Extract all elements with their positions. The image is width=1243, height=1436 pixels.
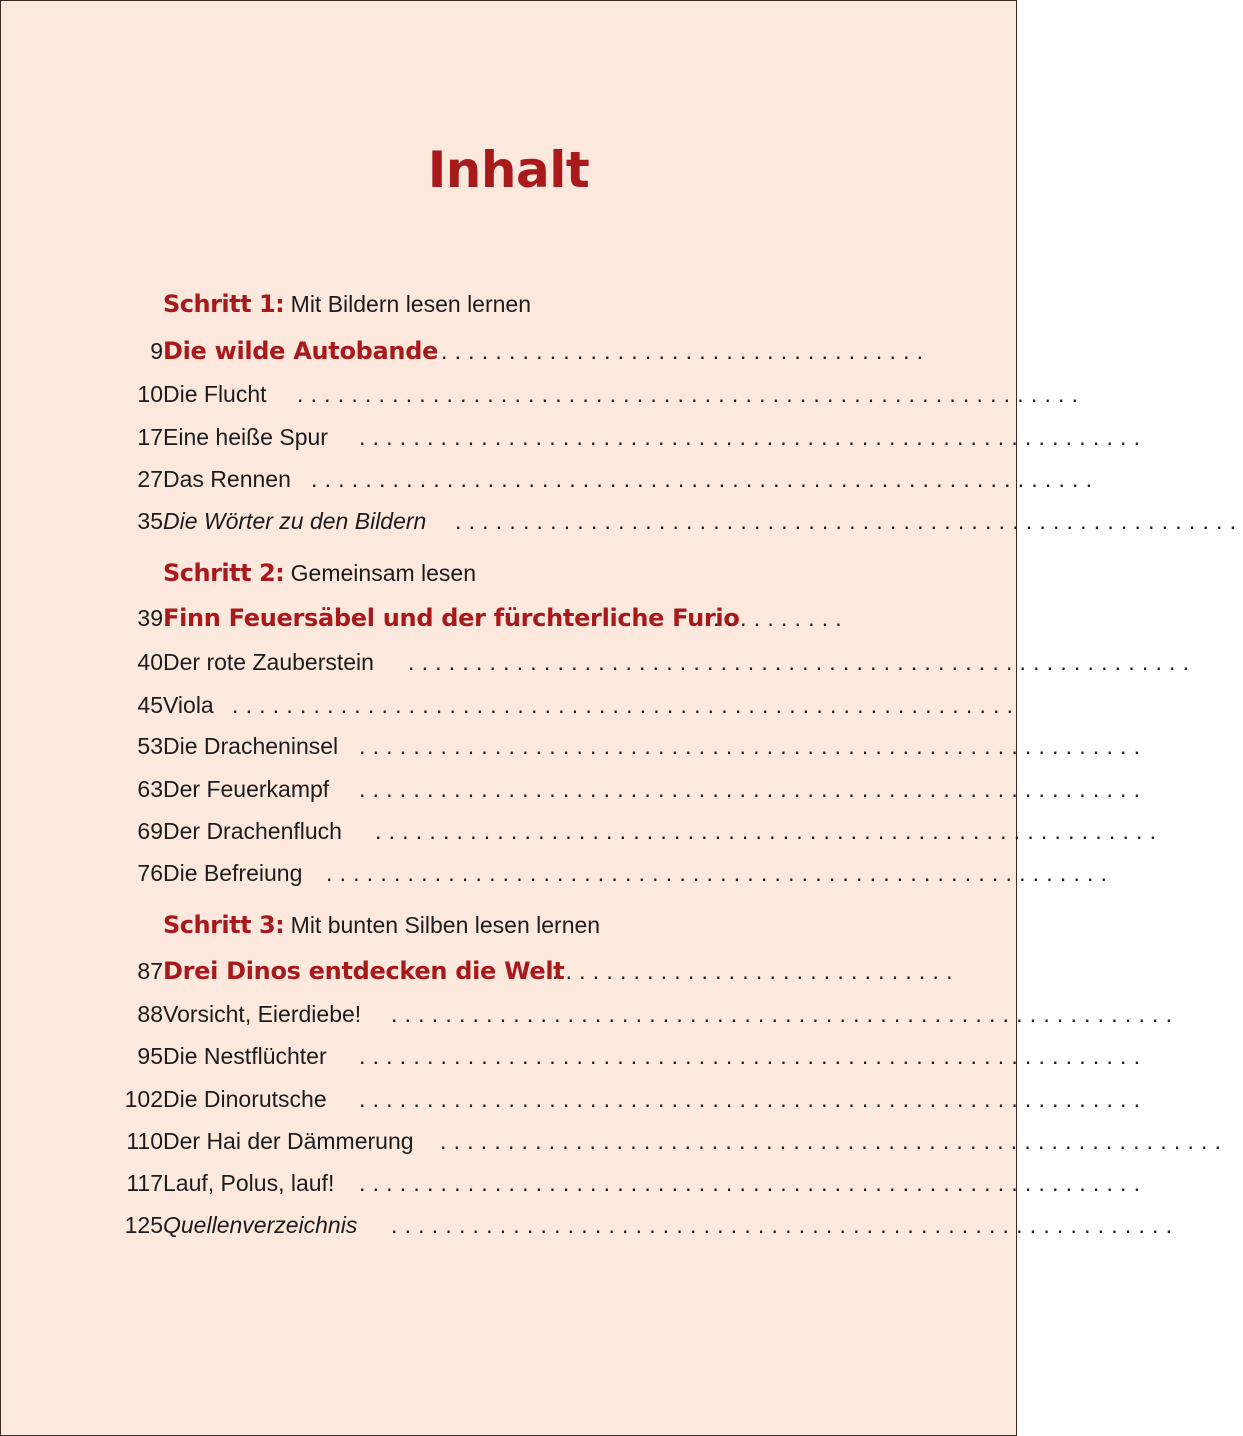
toc-entry-page: 76	[137, 860, 163, 886]
section-subtitle: Gemeinsam lesen	[290, 560, 477, 586]
toc-entry-title: Vorsicht, Eierdiebe!	[163, 1001, 362, 1027]
dot-leader: ..........................................................	[359, 776, 1148, 802]
section-subtitle: Mit Bildern lesen lernen	[290, 291, 531, 317]
dot-leader: ..............................	[552, 958, 960, 984]
section-step-label: Schritt 2:	[163, 559, 285, 587]
dot-leader: ..........................................................	[297, 381, 1086, 407]
toc-entry-page: 53	[137, 733, 163, 759]
dot-leader: ..........................................................	[359, 733, 1148, 759]
toc-entry-page: 9	[150, 338, 163, 364]
toc-entry-title: Die Wörter zu den Bildern	[163, 508, 427, 534]
toc-entry-title: Das Rennen	[163, 466, 291, 492]
dot-leader: ..........................................................	[359, 1086, 1148, 1112]
toc-entry-page: 40	[137, 649, 163, 675]
dot-leader: ..........................................................	[359, 1170, 1148, 1196]
dot-leader: ..........................................................	[359, 1043, 1148, 1069]
toc-entry-page: 10	[137, 381, 163, 407]
dot-leader: ..........................................................	[375, 818, 1164, 844]
toc-entry-page: 69	[137, 818, 163, 844]
dot-leader: ..........................................................	[311, 466, 1100, 492]
toc-entry-page: 45	[137, 692, 163, 718]
toc-entry-page: 117	[126, 1170, 163, 1196]
toc-entry-title: Die wilde Autobande	[163, 337, 439, 365]
toc-entry-title: Die Dracheninsel	[163, 733, 339, 759]
toc-entry-page: 95	[137, 1043, 163, 1069]
toc-entry-title: Der rote Zauberstein	[163, 649, 374, 675]
dot-leader: ..........................................................	[440, 1128, 1229, 1154]
dot-leader: ..........................................................	[455, 508, 1243, 534]
dot-leader: ..........	[713, 605, 849, 631]
toc-entry-page: 27	[137, 466, 163, 492]
toc-entry-title: Der Feuerkampf	[163, 776, 330, 802]
section-step-label: Schritt 3:	[163, 911, 285, 939]
page-title: Inhalt	[427, 141, 590, 199]
toc-entry-title: Finn Feuersäbel und der fürchterliche Furio	[163, 604, 740, 632]
toc-entry-page: 125	[124, 1212, 163, 1238]
toc-entry-page: 88	[137, 1001, 163, 1027]
toc-entry-page: 39	[137, 605, 163, 631]
toc-entry-page: 17	[137, 424, 163, 450]
dot-leader: ..........................................................	[391, 1212, 1180, 1238]
toc-entry-title: Die Flucht	[163, 381, 267, 407]
dot-leader: ..........................................................	[232, 692, 1021, 718]
dot-leader: ..........................................................	[408, 649, 1197, 675]
dot-leader: ....................................	[441, 338, 931, 364]
toc-entry-page: 102	[124, 1086, 163, 1112]
dot-leader: ..........................................................	[391, 1001, 1180, 1027]
toc-entry-page: 110	[126, 1128, 163, 1154]
section-heading-3	[163, 911, 600, 939]
section-subtitle: Mit bunten Silben lesen lernen	[290, 912, 601, 938]
dot-leader: ..........................................................	[326, 860, 1115, 886]
toc-entry-title: Quellenverzeichnis	[163, 1212, 358, 1238]
dot-leader: ..........................................................	[359, 424, 1148, 450]
toc-entry-page: 87	[137, 958, 163, 984]
toc-entry-title: Viola	[163, 692, 214, 718]
toc-entry-title: Der Drachenfluch	[163, 818, 342, 844]
section-step-label: Schritt 1:	[163, 290, 285, 318]
toc-entry-page: 63	[137, 776, 163, 802]
toc-entry-title: Lauf, Polus, lauf!	[163, 1170, 335, 1196]
toc-entry-title: Die Nestflüchter	[163, 1043, 327, 1069]
toc-entry-title: Die Befreiung	[163, 860, 303, 886]
section-heading-1	[163, 290, 531, 318]
toc-entry-title: Die Dinorutsche	[163, 1086, 327, 1112]
toc-entry-title: Der Hai der Dämmerung	[163, 1128, 414, 1154]
section-heading-2	[163, 559, 476, 587]
toc-entry-page: 35	[137, 508, 163, 534]
toc-entry-title: Drei Dinos entdecken die Welt	[163, 957, 565, 985]
toc-entry-title: Eine heiße Spur	[163, 424, 328, 450]
